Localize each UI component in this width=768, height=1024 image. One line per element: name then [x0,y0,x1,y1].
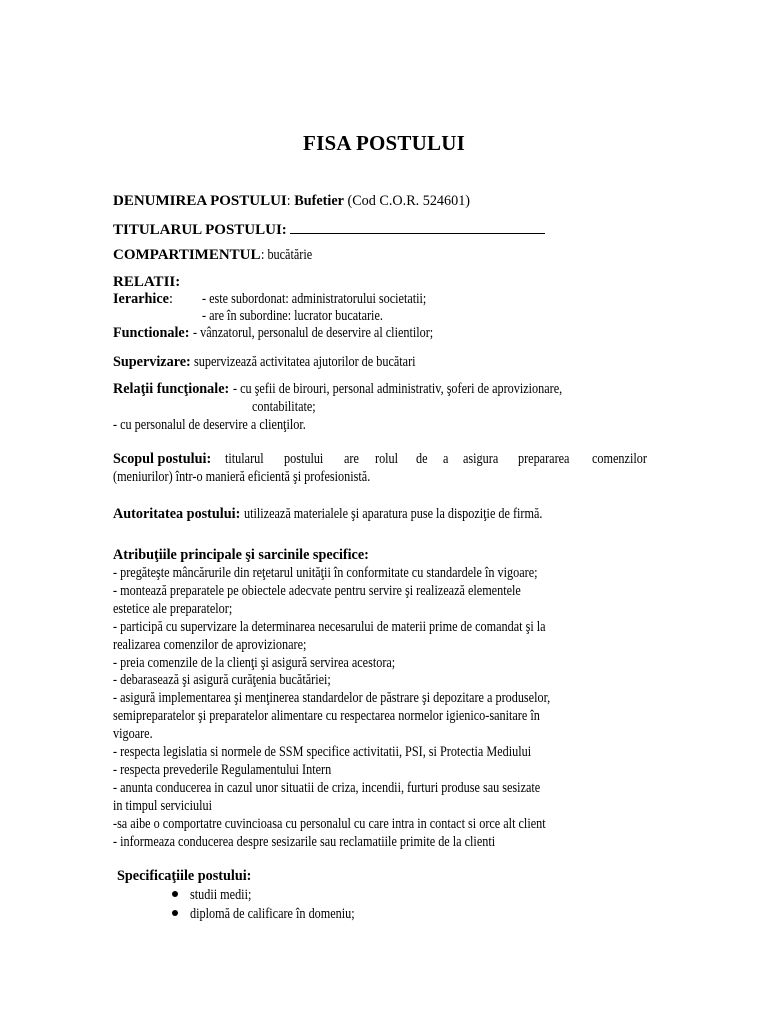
autoritatea-value: utilizează materialele şi aparatura puse la dispoziţie de firmă. [243,506,543,522]
denumire-label: DENUMIREA POSTULUI [113,193,287,209]
atributii-line: realizarea comenzilor de aprovizionare; [113,636,307,653]
ierarhice-item-1: - este subordonat: administratorului societatii; [202,291,427,307]
atributii-line: semipreparatelor şi preparatelor alimentare cu respectarea normelor igienico-sanitare în [113,708,540,725]
specificatii-item: studii medii; [172,886,261,904]
relatii-functionale-label: Relaţii funcţionale: [113,381,230,397]
ierarhice-label: Ierarhice [113,291,169,307]
compartiment-row [113,246,320,264]
atributii-line: - respecta legislatia si normele de SSM specifice activitatii, PSI, si Protectia Mediului [113,744,532,760]
supervizare-row [113,353,452,371]
atributii-line: - preia comenzile de la clienţi şi asigură servirea acestora; [113,654,396,671]
scopul-word: comenzilor [592,451,647,467]
titular-blank-line [290,219,545,234]
compartiment-label: COMPARTIMENTUL [113,247,261,263]
relatii-functionale-line-1: - cu şefii de birouri, personal administrativ, şoferi de aprovizionare, [232,381,563,397]
scopul-paragraph [113,450,656,486]
denumire-value: Bufetier [294,193,344,209]
specificatii-heading: Specificaţiile postului: [117,868,252,884]
atributii-line: vigoare. [113,726,153,743]
atributii-line: - asigură implementarea şi menţinerea standardelor de păstrare şi depozitare a produselor, [113,690,551,707]
scopul-word: postului [284,451,324,467]
atributii-line: estetice ale preparatelor; [113,600,233,617]
denumire-row [113,192,470,210]
scopul-word: de [415,451,428,467]
scopul-word: titularul [225,451,264,467]
compartiment-value: : bucătărie [260,247,312,263]
scopul-word: a [443,451,449,467]
supervizare-value: supervizează activitatea ajutorilor de bucătari [194,354,416,370]
scopul-line-1 [113,450,656,468]
bullet-icon [172,910,178,916]
atributii-line: - informeaza conducerea despre sesizarile sau reclamatiile primite de la clienti [113,833,496,850]
scopul-word: are [343,451,359,467]
document-title: FISA POSTULUI [303,131,465,155]
scopul-label: Scopul postului: [113,451,212,467]
atributii-line: -sa aibe o comportatre cuvincioasa cu personalul cu care intra in contact si orce alt client [113,815,546,832]
autoritatea-row [113,505,591,523]
functionale-label: Functionale: [113,325,190,341]
relatii-functionale-line-2: contabilitate; [252,399,316,415]
functionale-row [113,324,472,342]
titular-row [113,219,545,239]
atributii-line: in timpul serviciului [113,797,212,814]
scopul-word: rolul [374,451,399,467]
specificatii-item: diplomă de calificare în domeniu; [172,905,381,923]
relatii-heading: RELATII: [113,274,181,290]
atributii-line: - montează preparatele pe obiectele adecvate pentru servire şi realizează elementele [113,582,521,599]
autoritatea-label: Autoritatea postului: [113,506,241,522]
denumire-colon: : [286,193,291,209]
atributii-line: - pregăteşte mâncărurile din reţetarul unităţii în conformitate cu standardele în vigoare; [113,565,538,581]
titular-label: TITULARUL POSTULUI: [113,222,287,238]
relatii-functionale-line-3: - cu personalul de deservire a clienţilor. [113,417,306,433]
supervizare-label: Supervizare: [113,354,191,370]
scopul-word: asigura [463,451,499,467]
scopul-word: prepararea [518,451,570,467]
atributii-line: - respecta prevederile Regulamentului Intern [113,761,332,778]
atributii-line: - participă cu supervizare la determinarea necesarului de materii prime de comandat şi la [113,618,546,635]
atributii-line: - debarasează şi asigură curăţenia bucătăriei; [113,672,331,689]
atributii-line: - anunta conducerea in cazul unor situatii de criza, incendii, furturi produse sau sesizate [113,779,541,796]
functionale-value: - vânzatorul, personalul de deservire al clientilor; [193,325,434,341]
scopul-line-2: (meniurilor) într-o manieră eficientă şi profesionistă. [113,469,371,485]
bullet-icon [172,891,178,897]
ierarhice-row: Ierarhice: [113,291,173,307]
ierarhice-item-2: - are în subordine: lucrator bucatarie. [202,308,383,324]
relatii-functionale-row [113,380,616,398]
denumire-cod: (Cod C.O.R. 524601) [347,193,471,209]
atributii-heading: Atribuţiile principale şi sarcinile specifice: [113,547,369,563]
